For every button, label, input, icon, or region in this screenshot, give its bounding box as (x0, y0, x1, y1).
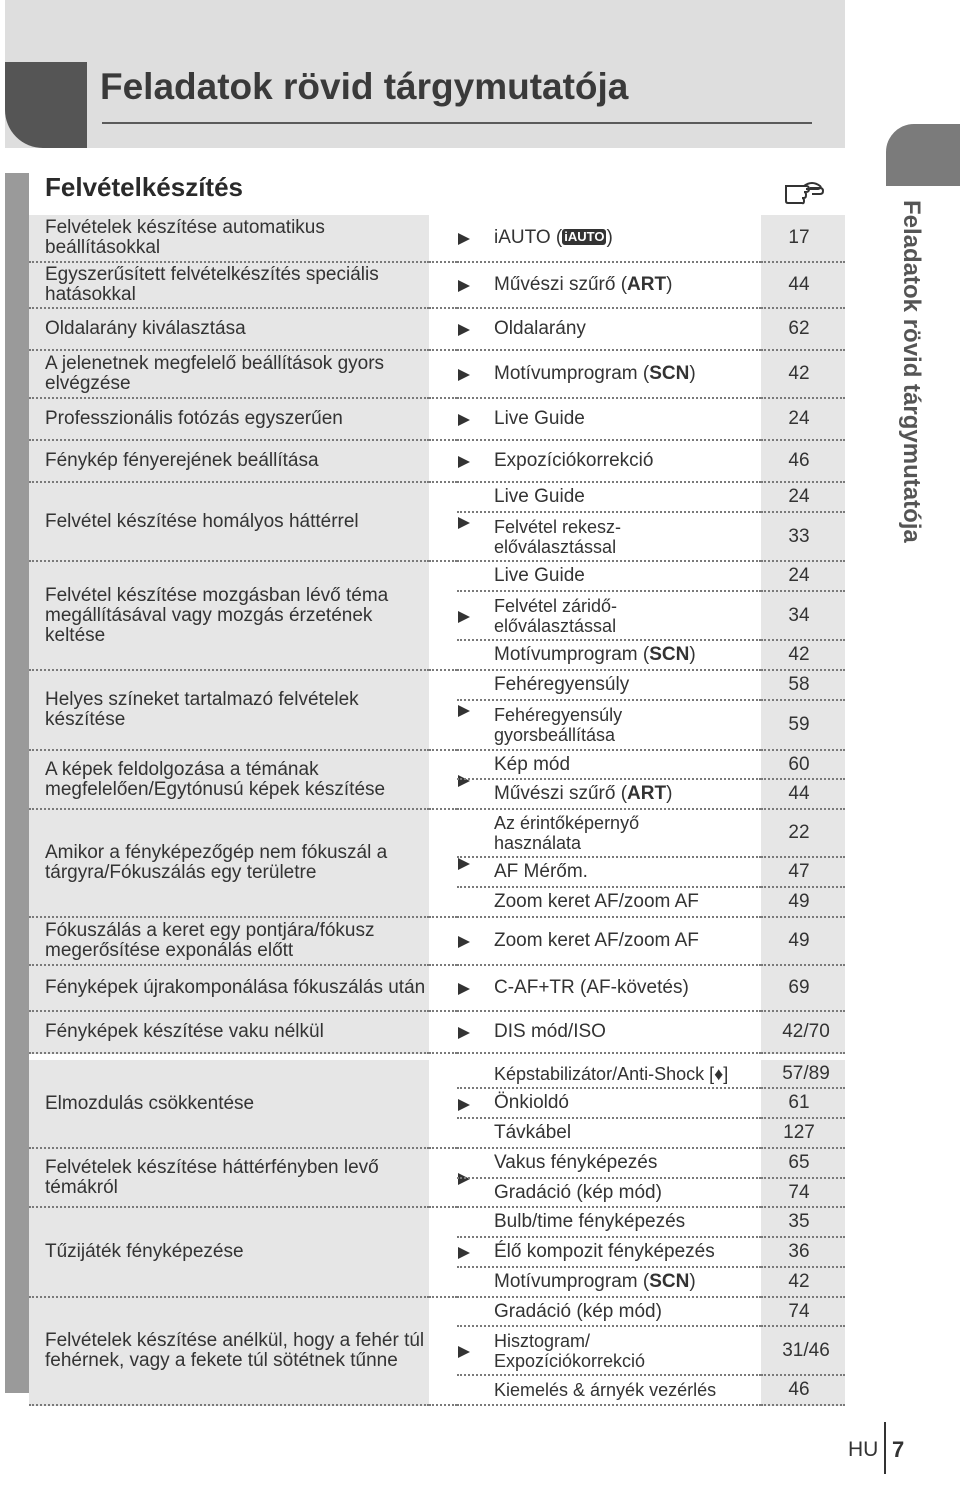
feature-line: Oldalarány (494, 318, 586, 339)
feature-line: AF Mérőm. (494, 861, 588, 882)
feature-label (494, 784, 672, 804)
feature-cell (457, 810, 761, 858)
feature-entry (457, 1060, 845, 1089)
task-cell (29, 671, 429, 751)
feature-entry (457, 780, 845, 810)
row-gap (429, 1208, 457, 1298)
task-cell (29, 351, 429, 399)
table-row (29, 483, 845, 562)
footer-divider (884, 1422, 886, 1474)
feature-entry (457, 1298, 845, 1327)
feature-cell (457, 1238, 761, 1268)
row-gap (429, 215, 457, 263)
table-row (29, 351, 845, 399)
feature-entry (457, 1089, 845, 1119)
page-title: Feladatok rövid tárgymutatója (100, 66, 629, 107)
page-reference: 57/89 (761, 1060, 845, 1089)
feature-entry (457, 1119, 845, 1149)
task-label: Felvételek készítése anélkül, hogy a fehér túl fehérnek, vagy a fekete túl sötétnek tűnne (45, 1330, 425, 1371)
feature-cell (457, 1149, 761, 1179)
section-side-bar (5, 173, 29, 1393)
page-reference: 59 (761, 701, 845, 751)
feature-entry (457, 918, 845, 966)
page-reference: 58 (761, 671, 845, 701)
task-label: A jelenetnek megfelelő beállítások gyors elvégzése (45, 353, 385, 394)
feature-cell (457, 1179, 761, 1208)
feature-line: Élő kompozit fényképezés (494, 1241, 715, 1262)
page-reference: 24 (761, 399, 845, 441)
footer-language: HU (848, 1438, 879, 1461)
feature-line: Távkábel (494, 1122, 572, 1143)
feature-entry (457, 562, 845, 592)
feature-entry (457, 1238, 845, 1268)
page-reference: 49 (761, 918, 845, 966)
task-cell (29, 309, 429, 351)
table-row (29, 1012, 845, 1054)
row-gap (429, 1298, 457, 1406)
page-reference: 33 (761, 513, 845, 562)
feature-line: Felvétel rekesz- (494, 516, 622, 537)
feature-label-suffix: ) (666, 274, 673, 295)
task-cell (29, 399, 429, 441)
feature-label-suffix: ) (666, 783, 673, 804)
feature-label (494, 1272, 696, 1292)
feature-cell (457, 888, 761, 918)
feature-cell (457, 1298, 761, 1327)
table-row (29, 441, 845, 483)
feature-cell (457, 562, 761, 592)
table-row (29, 215, 845, 263)
task-label: Felvétel készítése mozgásban lévő téma megállításával vagy mozgás érzetének keltése (45, 584, 389, 646)
page-reference: 47 (761, 858, 845, 888)
feature-label-suffix: ) (689, 644, 696, 665)
page-reference: 34 (761, 592, 845, 641)
task-label: A képek feldolgozása a témának megfelelően/Egytónusú képek készítése (45, 758, 386, 800)
row-gap (429, 441, 457, 483)
feature-entry (457, 215, 845, 263)
feature-line: DIS mód/ISO (494, 1021, 606, 1042)
table-row (29, 810, 845, 918)
feature-line: Zoom keret AF/zoom AF (494, 930, 699, 951)
feature-line: Expozíciókorrekció (494, 450, 654, 471)
task-cell (29, 1298, 429, 1406)
row-gap (429, 351, 457, 399)
row-gap (429, 751, 457, 810)
feature-label (494, 813, 639, 853)
feature-entry (457, 858, 845, 888)
feature-cell (457, 671, 761, 701)
feature-label (494, 675, 629, 695)
task-label: Fókuszálás a keret egy pontjára/fókusz megerősítése exponálás előtt (45, 920, 375, 961)
feature-entry (457, 263, 845, 309)
feature-line: Bulb/time fényképezés (494, 1211, 686, 1232)
task-label: Felvételek készítése automatikus beállításokkal (45, 217, 325, 258)
page-reference: 42 (761, 351, 845, 399)
table-row (29, 309, 845, 351)
task-cell (29, 1060, 429, 1149)
mode-abbreviation: ART (627, 783, 667, 804)
mode-abbreviation: SCN (649, 644, 690, 665)
feature-entry (457, 671, 845, 701)
feature-label (494, 705, 622, 745)
feature-cell (457, 641, 761, 671)
feature-line: előválasztással (494, 536, 617, 557)
feature-label (494, 1123, 571, 1143)
table-row (29, 671, 845, 751)
task-cell (29, 918, 429, 966)
side-tab-decoration (886, 124, 960, 186)
task-label: Felvételek készítése háttérfényben levő témákról (45, 1156, 379, 1198)
page-reference: 31/46 (761, 1327, 845, 1376)
header-tab-decoration (5, 62, 87, 148)
feature-line: előválasztással (494, 615, 617, 636)
feature-label-prefix: Képstabilizátor/Anti-Shock [ (494, 1063, 715, 1084)
table-row (29, 1208, 845, 1298)
page-reference: 44 (761, 780, 845, 810)
feature-label (494, 596, 617, 636)
feature-line: Fehéregyensúly (494, 674, 630, 695)
task-label: Tűzijáték fényképezése (45, 1241, 244, 1262)
feature-line: Live Guide (494, 486, 585, 507)
feature-cell (457, 399, 761, 441)
feature-label (494, 319, 586, 339)
feature-label (494, 1093, 569, 1113)
page-reference: 62 (761, 309, 845, 351)
row-gap (429, 966, 457, 1012)
page-reference: 22 (761, 810, 845, 858)
task-label: Fényképek újrakomponálása fókuszálás után (45, 977, 426, 998)
feature-label (494, 409, 585, 429)
page-reference: 42 (761, 641, 845, 671)
table-row (29, 966, 845, 1012)
feature-label (494, 566, 585, 586)
row-gap (429, 263, 457, 309)
feature-line: Kép mód (494, 753, 571, 775)
feature-cell (457, 513, 761, 562)
page-reference: 46 (761, 441, 845, 483)
page-reference: 46 (761, 1376, 845, 1406)
feature-entry (457, 592, 845, 641)
feature-cell (457, 1060, 761, 1089)
feature-cell (457, 1012, 761, 1054)
page-reference: 42 (761, 1268, 845, 1298)
feature-label-prefix: Motívumprogram ( (494, 644, 650, 665)
feature-line: Gradáció (kép mód) (494, 1300, 662, 1322)
feature-label (494, 1331, 645, 1371)
feature-label-suffix: ) (689, 363, 696, 384)
feature-label (494, 978, 689, 998)
feature-line: Az érintőképernyő (494, 813, 640, 833)
feature-cell (457, 483, 761, 513)
table-row (29, 1060, 845, 1149)
task-cell (29, 441, 429, 483)
feature-cell (457, 1208, 761, 1238)
feature-entry (457, 1149, 845, 1179)
reference-hand-icon (784, 176, 824, 206)
feature-entry (457, 309, 845, 351)
mode-abbreviation: SCN (649, 1271, 690, 1292)
feature-label (494, 892, 699, 912)
task-cell (29, 1208, 429, 1298)
feature-label (494, 487, 585, 507)
feature-label (494, 1153, 657, 1173)
page-reference: 74 (761, 1179, 845, 1208)
feature-entry (457, 351, 845, 399)
feature-label-prefix: Motívumprogram ( (494, 363, 650, 384)
feature-cell (457, 1089, 761, 1119)
feature-entry (457, 1376, 845, 1406)
row-gap (429, 671, 457, 751)
feature-label-prefix: Motívumprogram ( (494, 1271, 650, 1292)
task-cell (29, 810, 429, 918)
row-gap (429, 562, 457, 671)
task-label: Fénykép fényerejének beállítása (45, 450, 319, 471)
table-row (29, 918, 845, 966)
row-gap (429, 309, 457, 351)
feature-label (494, 275, 672, 295)
table-row (29, 751, 845, 810)
task-cell (29, 1149, 429, 1208)
table-row (29, 1149, 845, 1208)
feature-entry (457, 1012, 845, 1054)
feature-line: Live Guide (494, 408, 585, 429)
feature-label (494, 755, 570, 775)
side-tab-label: Feladatok rövid tárgymutatója (898, 200, 925, 543)
feature-entry (457, 888, 845, 918)
feature-cell (457, 918, 761, 966)
feature-entry (457, 641, 845, 671)
feature-entry (457, 1179, 845, 1208)
task-label: Professzionális fotózás egyszerűen (45, 408, 343, 429)
feature-label-suffix: ) (606, 227, 613, 248)
task-label: Fényképek készítése vaku nélkül (45, 1021, 324, 1042)
title-rule (102, 122, 812, 124)
feature-label (494, 645, 696, 665)
feature-label (494, 451, 653, 471)
feature-entry (457, 1327, 845, 1376)
feature-cell (457, 215, 761, 263)
task-label: Elmozdulás csökkentése (45, 1092, 255, 1114)
feature-cell (457, 701, 761, 751)
task-cell (29, 263, 429, 309)
task-label: Oldalarány kiválasztása (45, 318, 246, 339)
page-reference: 24 (761, 483, 845, 513)
feature-cell (457, 1119, 761, 1149)
feature-entry (457, 966, 845, 1012)
feature-entry (457, 751, 845, 780)
feature-line: Vakus fényképezés (494, 1152, 658, 1173)
feature-label-suffix: ] (723, 1063, 729, 1084)
feature-line: Hisztogram/ (494, 1330, 591, 1351)
page-reference: 36 (761, 1238, 845, 1268)
feature-label-prefix: Művészi szűrő ( (494, 783, 628, 804)
feature-cell (457, 263, 761, 309)
feature-cell (457, 309, 761, 351)
iauto-mode-icon: iAUTO (564, 229, 605, 244)
row-gap (429, 1060, 457, 1149)
feature-label-suffix: ) (689, 1271, 696, 1292)
table-row (29, 399, 845, 441)
mode-abbreviation: ART (627, 274, 667, 295)
page-reference: 35 (761, 1208, 845, 1238)
feature-label (494, 1212, 685, 1232)
feature-entry (457, 483, 845, 513)
task-cell (29, 562, 429, 671)
feature-cell (457, 1376, 761, 1406)
row-gap (429, 399, 457, 441)
section-title: Felvételkészítés (45, 172, 244, 202)
feature-cell (457, 751, 761, 780)
table-row (29, 1298, 845, 1406)
feature-cell (457, 592, 761, 641)
feature-label (494, 1242, 715, 1262)
row-gap (429, 483, 457, 562)
page-reference: 69 (761, 966, 845, 1012)
page-reference: 24 (761, 562, 845, 592)
feature-label (494, 862, 588, 882)
side-tab (896, 200, 926, 580)
feature-line: Kiemelés & árnyék vezérlés (494, 1380, 717, 1400)
feature-line: Zoom keret AF/zoom AF (494, 891, 699, 912)
task-cell (29, 751, 429, 810)
table-row (29, 562, 845, 671)
feature-label (494, 1064, 728, 1084)
feature-cell (457, 441, 761, 483)
task-cell (29, 966, 429, 1012)
feature-cell (457, 1327, 761, 1376)
page-reference: 61 (761, 1089, 845, 1119)
page-number: 7 (892, 1437, 905, 1462)
feature-label (494, 364, 696, 384)
feature-line: Live Guide (494, 565, 585, 586)
feature-entry (457, 1208, 845, 1238)
feature-line: használata (494, 833, 582, 853)
feature-entry (457, 810, 845, 858)
page-reference: 17 (761, 215, 845, 263)
page-reference: 74 (761, 1298, 845, 1327)
feature-entry (457, 1268, 845, 1298)
task-cell (29, 483, 429, 562)
task-cell (29, 1012, 429, 1054)
feature-entry (457, 701, 845, 751)
feature-label (494, 228, 613, 248)
feature-cell (457, 1268, 761, 1298)
task-cell (29, 215, 429, 263)
row-gap (429, 810, 457, 918)
mode-abbreviation: SCN (649, 363, 690, 384)
page-reference: 127 (761, 1119, 845, 1149)
feature-label (494, 1380, 716, 1400)
feature-cell (457, 966, 761, 1012)
feature-label-prefix: iAUTO ( (494, 227, 563, 248)
page-reference: 42/70 (761, 1012, 845, 1054)
page-reference: 65 (761, 1149, 845, 1179)
feature-line: Felvétel záridő- (494, 595, 618, 616)
feature-line: C-AF+TR (AF-követés) (494, 977, 689, 998)
feature-cell (457, 780, 761, 810)
feature-line: Önkioldó (494, 1092, 569, 1113)
feature-cell (457, 351, 761, 399)
row-gap (429, 918, 457, 966)
table-row (29, 263, 845, 309)
task-label: Felvétel készítése homályos háttérrel (45, 510, 359, 532)
page-reference: 49 (761, 888, 845, 918)
feature-label (494, 1022, 606, 1042)
feature-entry (457, 513, 845, 562)
feature-label (494, 1183, 662, 1203)
feature-line: gyorsbeállítása (494, 725, 616, 745)
page-reference: 44 (761, 263, 845, 309)
feature-label (494, 931, 699, 951)
feature-cell (457, 858, 761, 888)
row-gap (429, 1012, 457, 1054)
row-gap (429, 1149, 457, 1208)
task-label: Egyszerűsített felvételkészítés speciális hatásokkal (45, 264, 379, 305)
feature-line: Gradáció (kép mód) (494, 1181, 662, 1203)
feature-label (494, 1302, 662, 1322)
feature-label (494, 517, 621, 557)
page-reference: 60 (761, 751, 845, 780)
feature-entry (457, 399, 845, 441)
task-label: Amikor a fényképezőgép nem fókuszál a tárgyra/Fókuszálás egy területre (45, 842, 388, 883)
feature-label-prefix: Művészi szűrő ( (494, 274, 628, 295)
feature-line: Expozíciókorrekció (494, 1350, 646, 1371)
anti-shock-icon: ♦ (714, 1063, 724, 1084)
task-label: Helyes színeket tartalmazó felvételek készítése (45, 689, 359, 730)
feature-entry (457, 441, 845, 483)
feature-line: Fehéregyensúly (494, 705, 623, 725)
